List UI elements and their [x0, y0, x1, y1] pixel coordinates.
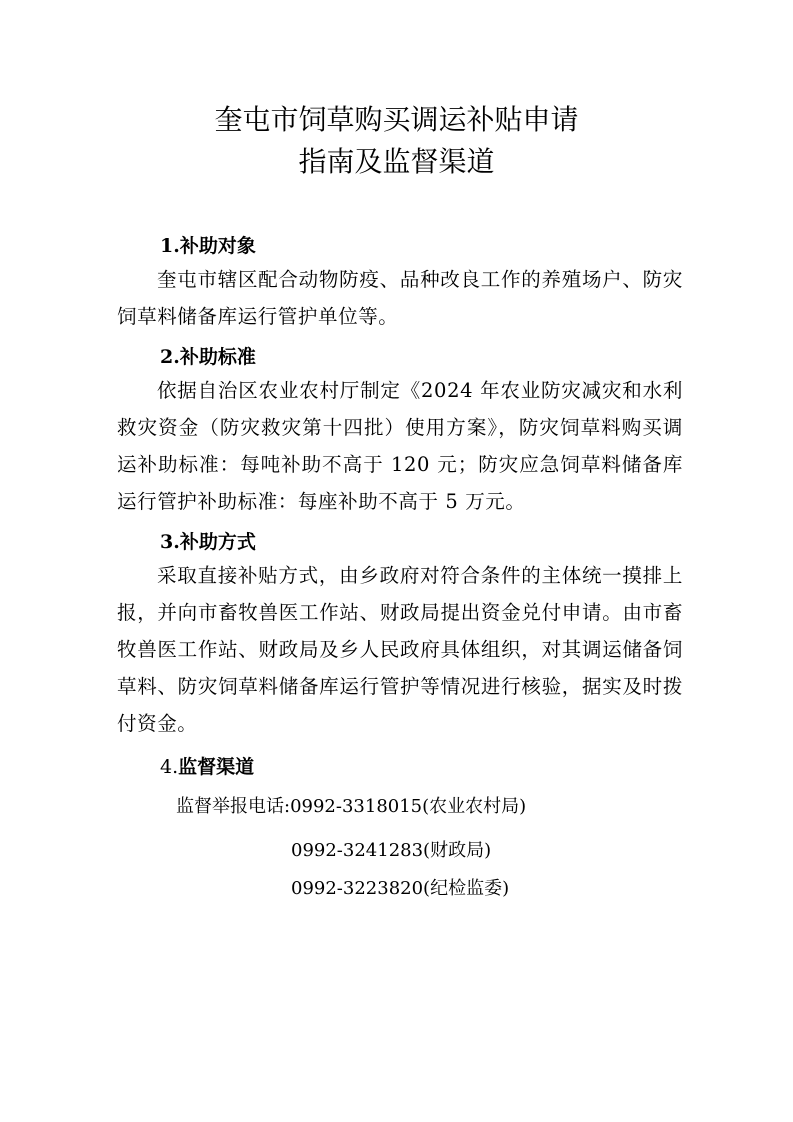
- section-heading-subsidy-standard: 2.补助标准: [160, 346, 256, 368]
- section-heading-subsidy-target: 1.补助对象: [160, 235, 256, 257]
- section-text-subsidy-standard: 依据自治区农业农村厅制定《2024 年农业防灾减灾和水利救灾资金（防灾救灾第十四批）使用方案》，防灾饲草料购买调运补助标准：每吨补助不高于 120 元；防灾应急饲草料储备库运行管护补助标准：每座补助不高于 5 万元。: [117, 379, 683, 513]
- supervision-phone-line-1: [176, 793, 526, 821]
- supervision-phone-finance: 0992-3241283(财政局): [291, 840, 492, 861]
- supervision-phone-label: 监督举报电话:: [176, 796, 291, 817]
- section-text-subsidy-method: 采取直接补贴方式，由乡政府对符合条件的主体统一摸排上报，并向市畜牧兽医工作站、财政局提出资金兑付申请。由市畜牧兽医工作站、财政局及乡人民政府具体组织，对其调运储备饲草料、防灾饲草料储备库运行管护等情况进行核验，据实及时拨付资金。: [117, 564, 683, 735]
- supervision-heading-number: 4.: [160, 756, 179, 778]
- supervision-phone-discipline: 0992-3223820(纪检监委): [291, 878, 510, 899]
- document-title-line-2: 指南及监督渠道: [298, 145, 495, 178]
- section-heading-subsidy-method: 3.补助方式: [160, 531, 256, 553]
- section-text-subsidy-target: 奎屯市辖区配合动物防疫、品种改良工作的养殖场户、防灾饲草料储备库运行管护单位等。: [117, 268, 683, 328]
- document-title-line-1: 奎屯市饲草购买调运补贴申请: [214, 103, 579, 136]
- supervision-phone-agriculture: 0992-3318015(农业农村局): [290, 796, 527, 817]
- supervision-heading-text: 监督渠道: [178, 756, 255, 778]
- section-heading-supervision: [160, 753, 254, 781]
